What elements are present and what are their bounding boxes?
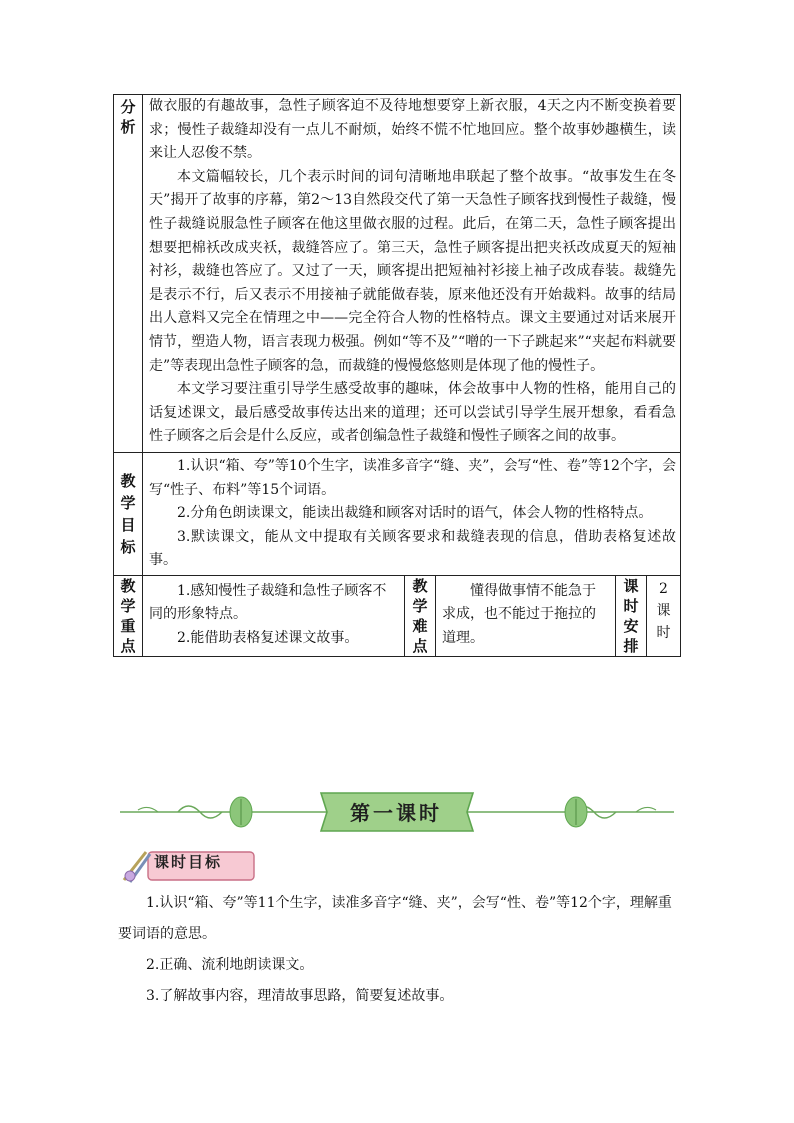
analysis-content [143,95,681,453]
difficulty-text: 懂得做事情不能急于求成，也不能过于拖拉的道理。 [442,582,596,647]
key-point-1: 1.感知慢性子裁缝和急性子顾客不同的形象特点。 [149,582,387,623]
lesson-goal-3: 3.了解故事内容，理清故事思路，简要复述故事。 [146,988,454,1004]
flower-icon [125,871,135,881]
objectives-content [143,452,681,575]
objective-item-3: 3.默读课文，能从文中提取有关顾客要求和裁缝表现的信息，借助表格复述故事。 [149,528,677,569]
difficulty-label: 教学难点 [405,575,436,656]
lesson-goals [118,888,684,1012]
key-points-label: 教学重点 [114,575,143,656]
lesson-banner-title: 第一课时 [350,800,442,825]
analysis-label: 分析 [114,95,143,453]
analysis-row [114,95,681,453]
key-point-2: 2.能借助表格复述课文故事。 [177,630,359,647]
key-points-content [143,575,405,656]
objective-item-1: 1.认识“箱、夸”等10个生字，读准多音字“缝、夹”，会写“性、卷”等12个字，会写“性子、布料”等15个词语。 [149,457,677,498]
difficulty-content [436,575,616,656]
analysis-paragraph-1: 做衣服的有趣故事，急性子顾客迫不及待地想要穿上新衣服，4天之内不断变换着要求；慢性子裁缝却没有一点儿不耐烦，始终不慌不忙地回应。整个故事妙趣横生，读来让人忍俊不禁。 [149,98,677,162]
objectives-row [114,452,681,575]
analysis-paragraph-2: 本文篇幅较长，几个表示时间的词句清晰地串联起了整个故事。“故事发生在冬天”揭开了故事的序幕，第2～13自然段交代了第一天急性子顾客找到慢性子裁缝，慢性子裁缝说服急性子顾客在他这里做衣服的过程。此后，在第二天，急性子顾客提出想要把棉袄改成夹袄，裁缝答应了。第三天，急性子顾客提出把夹袄改成夏天的短袖衬衫，裁缝也答应了。又过了一天，顾客提出把短袖衬衫接上袖子改成春装。裁缝先是表示不行，后又表示不用接袖子就能做春装，原来他还没有开始裁料。故事的结局出人意料又完全在情理之中——完全符合人物的性格特点。课文主要通过对话来展开情节，塑造人物，语言表现力极强。例如“等不及”“噌的一下子跳起来”“夹起布料就要走”等表现出急性子顾客的急，而裁缝的慢慢悠悠则是体现了他的慢性子。 [149,168,677,374]
lesson-goal-2: 2.正确、流利地朗读课文。 [146,957,314,973]
lesson-plan-table [113,94,681,657]
schedule-label: 课时安排 [616,575,647,656]
analysis-paragraph-3: 本文学习要注重引导学生感受故事的趣味，体会故事中人物的性格，能用自己的话复述课文，最后感受故事传达出来的道理；还可以尝试引导学生展开想象，看看急性子顾客之后会是什么反应，或者创编急性子裁缝和慢性子顾客之间的故事。 [149,381,677,445]
objectives-badge-label: 课时目标 [154,853,223,871]
objectives-label: 教学目标 [114,452,143,575]
key-points-row [114,575,681,656]
objective-item-2: 2.分角色朗读课文，能读出裁缝和顾客对话时的语气，体会人物的性格特点。 [177,505,653,522]
lesson-goal-1: 1.认识“箱、夸”等11个生字，读准多音字“缝、夹”，会写“性、卷”等12个字，理解重要词语的意思。 [118,895,672,942]
schedule-value: 2课时 [647,575,681,656]
